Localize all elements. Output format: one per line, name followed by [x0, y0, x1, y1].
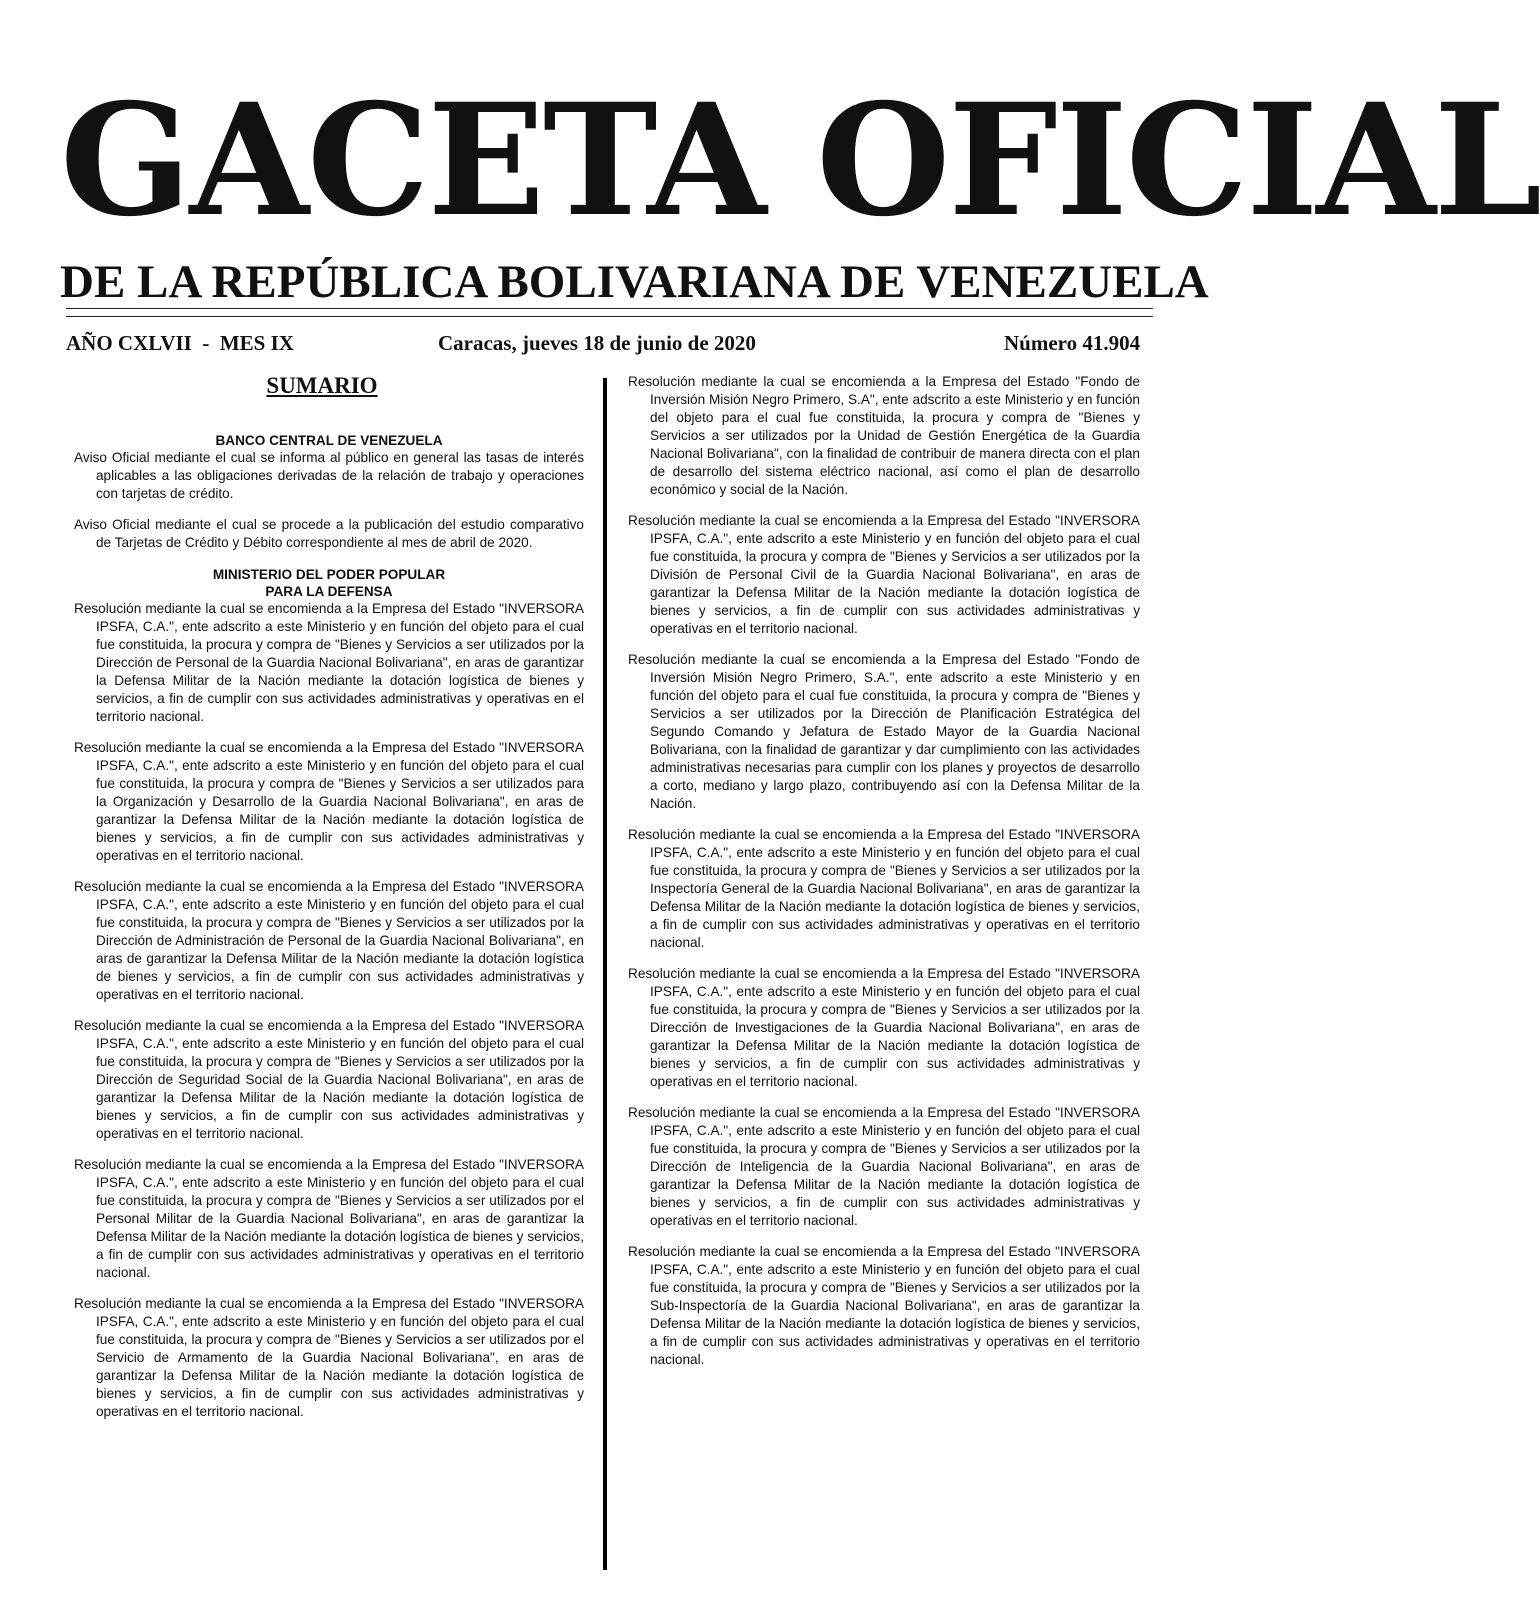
sumario-entry: Resolución mediante la cual se encomienda a la Empresa del Estado "INVERSORA IPSFA, C.A.", ente adscrito a este Ministerio y en función del objeto para el cual fue constituida, la procura y compra de "Bienes y Servicios a ser utilizados por la Dirección de Personal de la Guardia Nacional Bolivariana", en aras de garantizar la Defensa Militar de la Nación mediante la dotación logística de bienes y servicios, a fin de cumplir con sus actividades administrativas y operativas en el territorio nacional. [74, 601, 584, 724]
dateline-issue-number: Número 41.904 [1004, 331, 1141, 355]
sumario-entry: Aviso Oficial mediante el cual se informa al público en general las tasas de interés aplicables a las obligaciones derivadas de la relación de trabajo y operaciones con tarjetas de crédito. [74, 450, 584, 501]
sumario-entry: Aviso Oficial mediante el cual se procede a la publicación del estudio comparativo de Tarjetas de Crédito y Débito correspondiente al mes de abril de 2020. [74, 517, 584, 550]
sumario-entry: Resolución mediante la cual se encomienda a la Empresa del Estado "Fondo de Inversión Misión Negro Primero, S.A.", ente adscrito a este Ministerio y en función del objeto para el cual fue constituida, la procura y compra de "Bienes y Servicios a ser utilizados por la Dirección de Planificación Estratégica del Segundo Comando y Jefatura de Estado Mayor de la Guardia Nacional Bolivariana, con la finalidad de garantizar y dar cumplimiento con las actividades administrativas necesarias para cumplir con los planes y proyectos de desarrollo a corto, mediano y largo plazo, contribuyendo así con la Defensa Militar de la Nación. [628, 652, 1140, 811]
dateline-year-month: AÑO CXLVII - MES IX [66, 331, 294, 355]
masthead-rule-bottom [66, 316, 1153, 317]
sumario-entry: Resolución mediante la cual se encomienda a la Empresa del Estado "INVERSORA IPSFA, C.A.", ente adscrito a este Ministerio y en función del objeto para el cual fue constituida, la procura y compra de "Bienes y Servicios a ser utilizados por la Dirección de Administración de Personal de la Guardia Nacional Bolivariana", en aras de garantizar la Defensa Militar de la Nación mediante la dotación logística de bienes y servicios, a fin de cumplir con sus actividades administrativas y operativas en el territorio nacional. [74, 879, 584, 1002]
sumario-left-column [74, 432, 584, 1434]
column-divider [603, 378, 607, 1570]
sumario-right-column [628, 373, 1140, 1382]
dateline-place-date: Caracas, jueves 18 de junio de 2020 [438, 331, 756, 355]
sumario-entry: Resolución mediante la cual se encomienda a la Empresa del Estado "INVERSORA IPSFA, C.A.", ente adscrito a este Ministerio y en función del objeto para el cual fue constituida, la procura y compra de "Bienes y Servicios a ser utilizados por el Personal Militar de la Guardia Nacional Bolivariana", en aras de garantizar la Defensa Militar de la Nación mediante la dotación logística de bienes y servicios, a fin de cumplir con sus actividades administrativas y operativas en el territorio nacional. [74, 1157, 584, 1280]
sumario-title: SUMARIO [266, 373, 378, 398]
masthead-subtitle: DE LA REPÚBLICA BOLIVARIANA DE VENEZUELA [60, 256, 1209, 308]
section-heading-defensa-line1: MINISTERIO DEL PODER POPULAR [212, 567, 446, 582]
sumario-entry: Resolución mediante la cual se encomienda a la Empresa del Estado "INVERSORA IPSFA, C.A.", ente adscrito a este Ministerio y en función del objeto para el cual fue constituida, la procura y compra de "Bienes y Servicios a ser utilizados por la Sub-Inspectoría de la Guardia Nacional Bolivariana", en aras de garantizar la Defensa Militar de la Nación mediante la dotación logística de bienes y servicios, a fin de cumplir con sus actividades administrativas y operativas en el territorio nacional. [628, 1244, 1140, 1367]
sumario-entry: Resolución mediante la cual se encomienda a la Empresa del Estado "INVERSORA IPSFA, C.A.", ente adscrito a este Ministerio y en función del objeto para el cual fue constituida, la procura y compra de "Bienes y Servicios a ser utilizados por el Servicio de Armamento de la Guardia Nacional Bolivariana", en aras de garantizar la Defensa Militar de la Nación mediante la dotación logística de bienes y servicios, a fin de cumplir con sus actividades administrativas y operativas en el territorio nacional. [74, 1296, 584, 1419]
section-heading-bcv: BANCO CENTRAL DE VENEZUELA [215, 433, 443, 448]
sumario-entry: Resolución mediante la cual se encomienda a la Empresa del Estado "Fondo de Inversión Misión Negro Primero, S.A", ente adscrito a este Ministerio y en función del objeto para el cual fue constituida, la procura y compra de "Bienes y Servicios a ser utilizados por la Unidad de Gestión Energética de la Guardia Nacional Bolivariana", con la finalidad de contribuir de manera directa con el plan de desarrollo del sistema eléctrico nacional, así como el plan de desarrollo económico y social de la Nación. [628, 374, 1140, 497]
masthead [60, 66, 1540, 308]
sumario-entry: Resolución mediante la cual se encomienda a la Empresa del Estado "INVERSORA IPSFA, C.A.", ente adscrito a este Ministerio y en función del objeto para el cual fue constituida, la procura y compra de "Bienes y Servicios a ser utilizados por la Dirección de Inteligencia de la Guardia Nacional Bolivariana", en aras de garantizar la Defensa Militar de la Nación mediante la dotación logística de bienes y servicios, a fin de cumplir con sus actividades administrativas y operativas en el territorio nacional. [628, 1105, 1140, 1228]
sumario-entry: Resolución mediante la cual se encomienda a la Empresa del Estado "INVERSORA IPSFA, C.A.", ente adscrito a este Ministerio y en función del objeto para el cual fue constituida, la procura y compra de "Bienes y Servicios a ser utilizados para la Organización y Desarrollo de la Guardia Nacional Bolivariana", en aras de garantizar la Defensa Militar de la Nación mediante la dotación logística de bienes y servicios, a fin de cumplir con sus actividades administrativas y operativas en el territorio nacional. [74, 740, 584, 863]
sumario-entry: Resolución mediante la cual se encomienda a la Empresa del Estado "INVERSORA IPSFA, C.A.", ente adscrito a este Ministerio y en función del objeto para el cual fue constituida, la procura y compra de "Bienes y Servicios a ser utilizados por la Inspectoría General de la Guardia Nacional Bolivariana", en aras de garantizar la Defensa Militar de la Nación mediante la dotación logística de bienes y servicios, a fin de cumplir con sus actividades administrativas y operativas en el territorio nacional. [628, 827, 1140, 950]
masthead-title: GACETA OFICIAL [60, 70, 1540, 251]
masthead-rule-top [66, 308, 1153, 309]
sumario-entry: Resolución mediante la cual se encomienda a la Empresa del Estado "INVERSORA IPSFA, C.A.", ente adscrito a este Ministerio y en función del objeto para el cual fue constituida, la procura y compra de "Bienes y Servicios a ser utilizados por la Dirección de Investigaciones de la Guardia Nacional Bolivariana", en aras de garantizar la Defensa Militar de la Nación mediante la dotación logística de bienes y servicios, a fin de cumplir con sus actividades administrativas y operativas en el territorio nacional. [628, 966, 1140, 1089]
sumario-entry: Resolución mediante la cual se encomienda a la Empresa del Estado "INVERSORA IPSFA, C.A.", ente adscrito a este Ministerio y en función del objeto para el cual fue constituida, la procura y compra de "Bienes y Servicios a ser utilizados por la Dirección de Seguridad Social de la Guardia Nacional Bolivariana", en aras de garantizar la Defensa Militar de la Nación mediante la dotación logística de bienes y servicios, a fin de cumplir con sus actividades administrativas y operativas en el territorio nacional. [74, 1018, 584, 1141]
sumario-entry: Resolución mediante la cual se encomienda a la Empresa del Estado "INVERSORA IPSFA, C.A.", ente adscrito a este Ministerio y en función del objeto para el cual fue constituida, la procura y compra de "Bienes y Servicios a ser utilizados por la División de Personal Civil de la Guardia Nacional Bolivariana", en aras de garantizar la Defensa Militar de la Nación mediante la dotación logística de bienes y servicios, a fin de cumplir con sus actividades administrativas y operativas en el territorio nacional. [628, 513, 1140, 636]
section-heading-defensa-line2: PARA LA DEFENSA [265, 584, 393, 599]
